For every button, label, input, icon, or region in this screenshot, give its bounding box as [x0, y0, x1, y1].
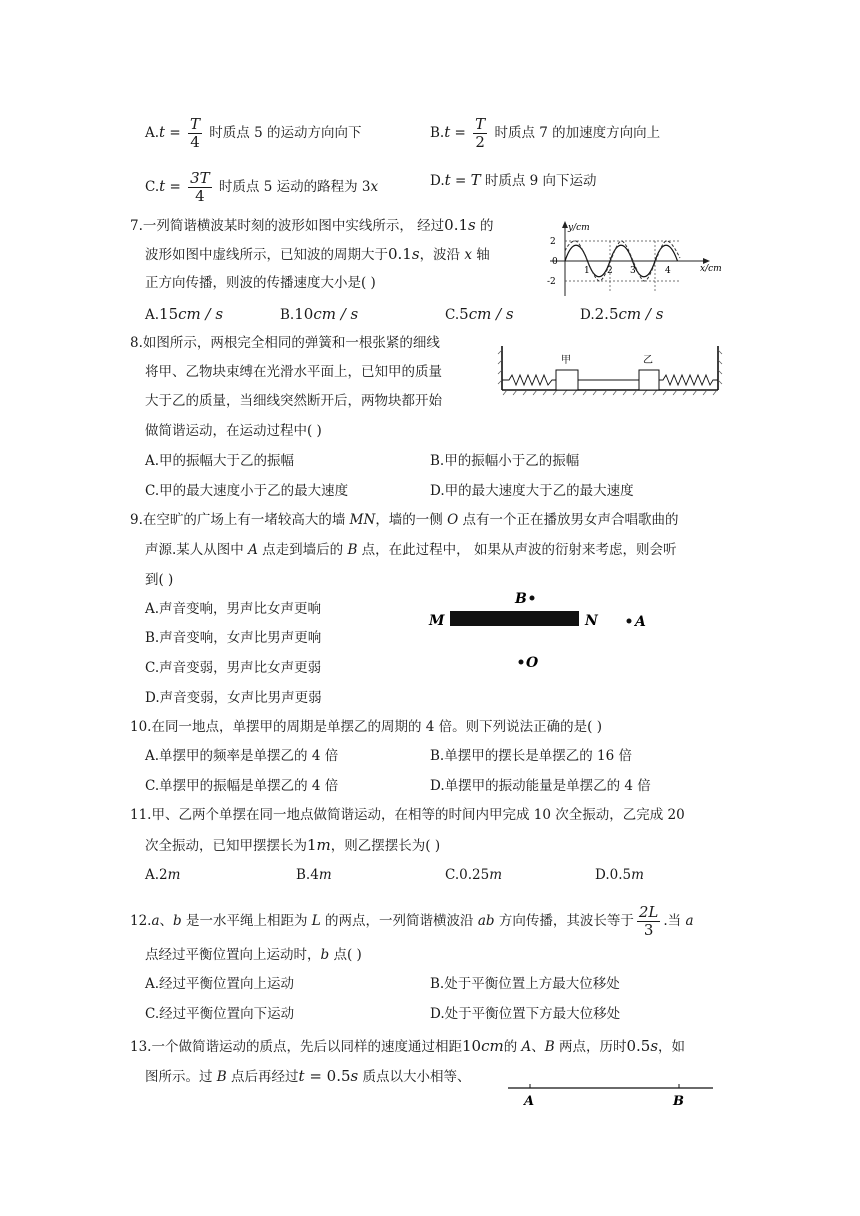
q9-option-b: B.声音变响，女声比男声更响: [145, 630, 322, 646]
q9-stem-line2: 声源.某人从图中 A 点走到墙后的 B 点，在此过程中， 如果从声波的衍射来考虑，则会听: [145, 542, 677, 558]
q11-option-a: A.2m: [145, 867, 181, 883]
label-B: B: [515, 591, 527, 607]
q8-stem-line4: 做简谐运动，在运动过程中( ): [145, 423, 322, 439]
wavelength-fraction: $\frac{2L}{3}$: [638, 903, 659, 939]
q12-stem-line1: 12.a、b 是一水平绳上相距为 L 的两点，一列简谐横波沿 ab 方向传播，其波长等于 $\frac{2L}{3}$ .当 a: [130, 903, 694, 939]
label-jia: 甲: [561, 355, 571, 366]
q9-option-c: C.声音变弱，男声比女声更弱: [145, 660, 322, 676]
q9-option-d: D.声音变弱，女声比男声更弱: [145, 690, 322, 706]
q8-option-c: C.甲的最大速度小于乙的最大速度: [145, 483, 349, 499]
q7-option-b: B.10cm / s: [280, 305, 359, 323]
q13-stem-line1: 13.一个做简谐运动的质点，先后以同样的速度通过相距10cm的 A、B 两点，历时0.5s，如: [130, 1037, 686, 1055]
q8-option-a: A.甲的振幅大于乙的振幅: [145, 453, 295, 469]
q8-option-b: B.甲的振幅小于乙的振幅: [430, 453, 580, 469]
point-A: [627, 619, 632, 624]
x-tick-1: 1: [584, 266, 590, 276]
q6-option-d: D.t = T 时质点 9 向下运动: [430, 171, 597, 189]
left-spring: [502, 375, 556, 385]
q7-option-d: D.2.5cm / s: [580, 305, 664, 323]
q7-option-a: A.15cm / s: [145, 305, 224, 323]
q10-option-b: B.单摆甲的摆长是单摆乙的 16 倍: [430, 748, 632, 764]
q11-option-b: B.4m: [296, 867, 332, 883]
q10-option-c: C.单摆甲的振幅是单摆乙的 4 倍: [145, 778, 339, 794]
point-O: [519, 660, 524, 665]
label-N: N: [585, 613, 598, 629]
q7-wave-figure: [540, 218, 730, 300]
q7-option-c: C.5cm / s: [445, 305, 514, 323]
wall-MN: [450, 611, 579, 626]
x-tick-4: 4: [665, 266, 671, 276]
q12-option-b: B.处于平衡位置上方最大位移处: [430, 976, 620, 992]
q6-option-a: A.t = $\frac{T}{4}$ 时质点 5 的运动方向向下: [145, 115, 362, 151]
q10-option-a: A.单摆甲的频率是单摆乙的 4 倍: [145, 748, 339, 764]
q6-option-b: B.t = $\frac{T}{2}$ 时质点 7 的加速度方向向上: [430, 115, 661, 151]
x-axis-label: x/cm: [700, 264, 722, 274]
q11-stem-line2: 次全振动，已知甲摆摆长为1m，则乙摆摆长为( ): [145, 836, 441, 854]
q8-stem-line3: 大于乙的质量，当细线突然断开后，两物块都开始: [145, 393, 442, 409]
y-tick-neg2: -2: [547, 277, 556, 287]
x-tick-3: 3: [630, 266, 636, 276]
block-yi: [639, 370, 659, 390]
q9-wall-figure: [425, 585, 655, 675]
label-M: M: [429, 613, 445, 629]
label-A: A: [635, 614, 646, 630]
q8-spring-figure: [497, 342, 723, 396]
q10-option-d: D.单摆甲的振动能量是单摆乙的 4 倍: [430, 778, 651, 794]
q12-stem-line2: 点经过平衡位置向上运动时，b 点( ): [145, 947, 362, 963]
label-yi: 乙: [643, 355, 653, 366]
q11-option-d: D.0.5m: [595, 867, 644, 883]
y-axis-label: y/cm: [568, 223, 590, 233]
q11-stem-line1: 11.甲、乙两个单摆在同一地点做简谐运动，在相等的时间内甲完成 10 次全振动，乙完成 20: [130, 807, 685, 823]
x-tick-2: 2: [607, 266, 613, 276]
q12-option-a: A.经过平衡位置向上运动: [145, 976, 295, 992]
q9-option-a: A.声音变响，男声比女声更响: [145, 601, 322, 617]
point-B: [530, 596, 535, 601]
q13-stem-line2: 图所示。过 B 点后再经过t = 0.5s 质点以大小相等、: [145, 1067, 471, 1085]
q8-stem-line2: 将甲、乙物块束缚在光滑水平面上，已知甲的质量: [145, 364, 442, 380]
label-B: B: [673, 1094, 684, 1109]
q6-option-c: C.t = $\frac{3T}{4}$ 时质点 5 运动的路程为 3x: [145, 169, 379, 205]
q7-stem-line3: 正方向传播，则波的传播速度大小是( ): [145, 275, 376, 291]
y-tick-0: 0: [552, 257, 558, 267]
right-spring: [659, 375, 718, 385]
q9-stem-line1: 9.在空旷的广场上有一堵较高大的墙 MN，墙的一侧 O 点有一个正在播放男女声合唱歌曲的: [130, 512, 679, 528]
q9-stem-line3: 到( ): [145, 572, 174, 588]
q8-option-d: D.甲的最大速度大于乙的最大速度: [430, 483, 634, 499]
q10-stem: 10.在同一地点，单摆甲的周期是单摆乙的周期的 4 倍。则下列说法正确的是( ): [130, 719, 602, 735]
y-tick-2: 2: [550, 237, 556, 247]
q11-option-c: C.0.25m: [445, 867, 503, 883]
q8-stem-line1: 8.如图所示，两根完全相同的弹簧和一根张紧的细线: [130, 335, 440, 351]
label-A: A: [524, 1094, 535, 1109]
q7-stem-line2: 波形如图中虚线所示，已知波的周期大于0.1s，波沿 x 轴: [145, 245, 490, 263]
q12-option-d: D.处于平衡位置下方最大位移处: [430, 1006, 621, 1022]
block-jia: [556, 370, 578, 390]
q12-option-c: C.经过平衡位置向下运动: [145, 1006, 295, 1022]
q7-stem-line1: 7.一列简谐横波某时刻的波形如图中实线所示， 经过0.1s 的: [130, 216, 494, 234]
label-O: O: [526, 655, 539, 671]
q13-line-figure: [505, 1080, 720, 1112]
